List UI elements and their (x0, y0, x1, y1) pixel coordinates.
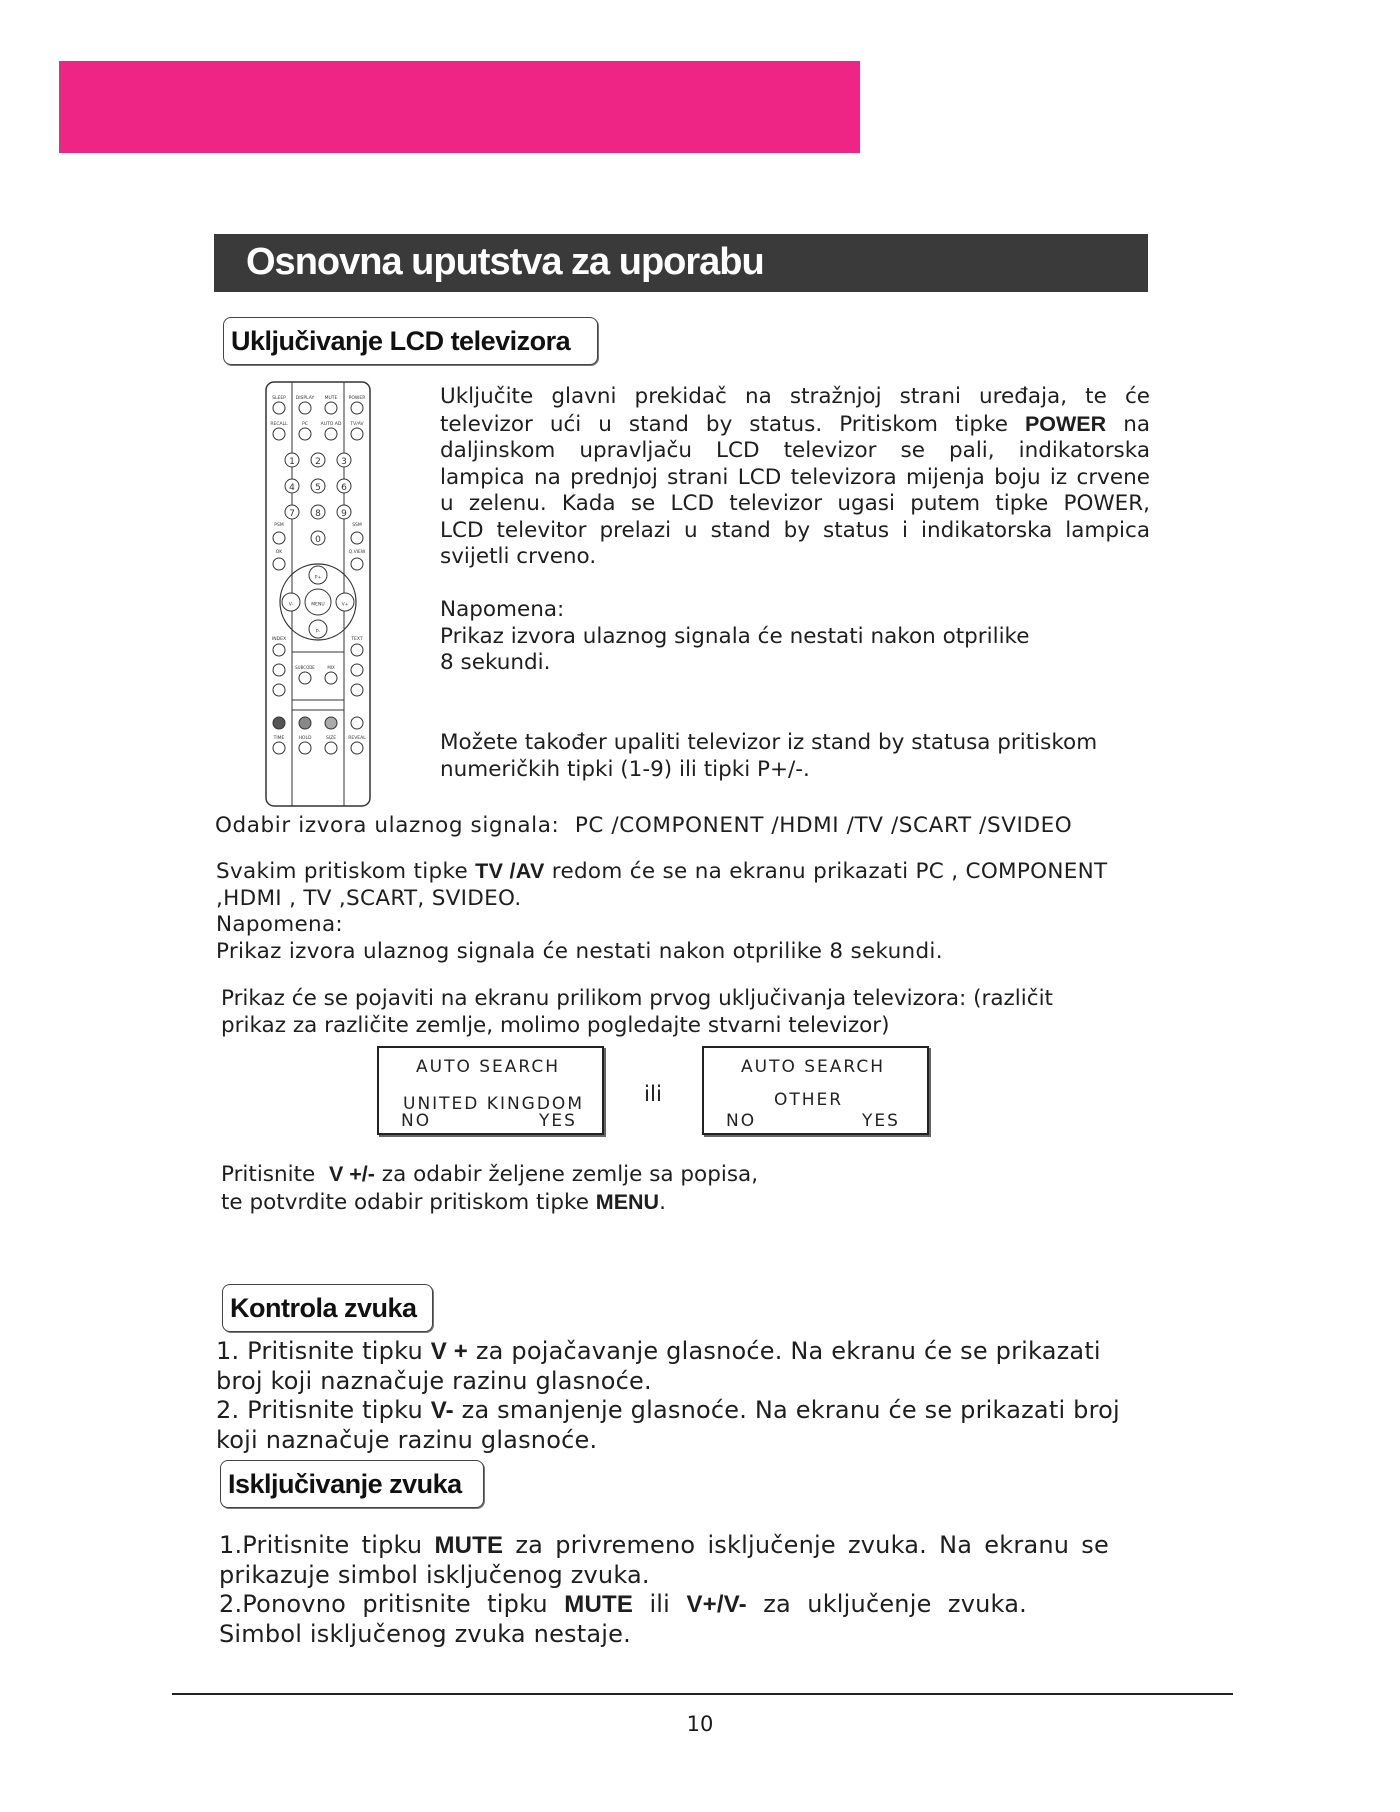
sound-line-1-b: za pojačavanje glasnoće. Na ekranu će se prikazati (475, 1337, 1101, 1365)
osd-right-yes: YES (862, 1111, 900, 1131)
tvav-note-label: Napomena: (216, 912, 343, 937)
mute-keyword: MUTE (434, 1532, 504, 1559)
tvav-paragraph (216, 858, 1216, 965)
sound-line-2: broj koji naznačuje razinu glasnoće. (216, 1366, 652, 1395)
remote-button (273, 644, 285, 656)
remote-button (299, 717, 311, 729)
remote-button (351, 644, 363, 656)
mute-paragraph (219, 1531, 1119, 1649)
remote-button (299, 742, 311, 754)
power-paragraph (440, 384, 1150, 571)
remote-button-label: MUTE (324, 396, 338, 401)
country-select-b: za odabir željene zemlje sa popisa, (381, 1162, 759, 1187)
remote-button-label: AUTO AD (320, 422, 342, 427)
remote-button-label: TV/AV (350, 422, 364, 427)
mute-line-1 (219, 1531, 1109, 1561)
remote-button-label: 5 (315, 483, 321, 493)
remote-button (325, 717, 337, 729)
remote-button (273, 684, 285, 696)
section-heading-power (223, 317, 598, 365)
power-keyword: POWER (1024, 411, 1107, 436)
remote-button (273, 532, 285, 544)
mute-line-1-a: 1.Pritisnite tipku (219, 1531, 423, 1559)
remote-button (351, 402, 363, 414)
mute-line-1-b: za privremeno isključenje zvuka. Na ekranu se (515, 1531, 1109, 1559)
power-line-5: u zelenu. Kada se LCD televizor ugasi putem tipke POWER, (440, 491, 1150, 516)
remote-button (273, 717, 285, 729)
country-select-line-1 (221, 1161, 1121, 1189)
tvav-keyword: TV /AV (475, 859, 545, 883)
power-extra (440, 730, 1150, 783)
remote-button (351, 532, 363, 544)
power-note (440, 597, 1150, 677)
sound-line-1-a: 1. Pritisnite tipku (216, 1337, 423, 1365)
mute-line-4: Simbol isključenog zvuka nestaje. (219, 1619, 631, 1648)
remote-button-label: SLEEP (272, 396, 286, 401)
section-heading-power-label: Uključivanje LCD televizora (231, 326, 571, 356)
mute-line-3-b: za uključenje zvuka. (763, 1590, 1027, 1618)
vminus-keyword: V- (430, 1397, 454, 1424)
source-select-label: Odabir izvora ulaznog signala: (215, 813, 560, 838)
power-line-2-end: na (1123, 411, 1150, 437)
remote-button-label: REVEAL (348, 736, 366, 741)
remote-button-label: SUBCODE (295, 665, 315, 670)
power-note-line-1: Prikaz izvora ulaznog signala će nestati nakon otprilike (440, 623, 1030, 649)
power-extra-line-1: Možete također upaliti televizor iz stand by statusa pritiskom (440, 730, 1098, 755)
remote-button-label: TIME (273, 736, 285, 741)
remote-dpad-label: P+ (314, 575, 322, 581)
remote-control-illustration (262, 380, 374, 810)
remote-control-svg (262, 380, 374, 810)
power-line-4: lampica na prednjoj strani LCD televizora mijenja boju iz crvene (440, 464, 1150, 490)
osd-right-country: OTHER (774, 1090, 844, 1110)
remote-button-label: POWER (348, 396, 366, 401)
remote-dpad-label: MENU (311, 602, 325, 608)
remote-button (273, 558, 285, 570)
remote-button-label: HOLD (298, 736, 312, 741)
remote-button (299, 402, 311, 414)
sound-line-4: koji naznačuje razinu glasnoće. (216, 1425, 598, 1454)
osd-right-title: AUTO SEARCH (741, 1057, 886, 1077)
remote-button (351, 742, 363, 754)
remote-button (273, 402, 285, 414)
page-number: 10 (686, 1712, 714, 1736)
remote-button (325, 428, 337, 440)
sound-line-3 (216, 1396, 1216, 1426)
remote-button-label: SIZE (325, 736, 337, 741)
remote-button-label: DISPLAY (295, 396, 315, 401)
source-select-line (215, 813, 1215, 840)
mute-line-3 (219, 1590, 1027, 1620)
osd-left-yes: YES (539, 1111, 577, 1131)
or-label: ili (644, 1082, 662, 1107)
country-select-a: Pritisnite (221, 1162, 316, 1187)
mute-line-3-a: 2.Ponovno pritisnite tipku (219, 1590, 548, 1618)
osd-left-country: UNITED KINGDOM (403, 1094, 584, 1114)
remote-button (325, 402, 337, 414)
tvav-line-1-b: redom će se na ekranu prikazati PC , COMPONENT (551, 859, 1108, 884)
remote-button (351, 717, 363, 729)
osd-right-no: NO (726, 1111, 757, 1131)
sound-line-1 (216, 1337, 1216, 1367)
remote-button-label: RECALL (270, 422, 288, 427)
remote-button-label: MIX (327, 665, 335, 670)
remote-button-label: 4 (289, 483, 295, 493)
remote-button (325, 672, 337, 684)
country-confirm-b: . (659, 1189, 666, 1215)
osd-left-title: AUTO SEARCH (416, 1057, 561, 1077)
remote-button (351, 558, 363, 570)
menu-keyword: MENU (595, 1189, 660, 1214)
mute-keyword-2: MUTE (564, 1591, 634, 1618)
osd-left-no: NO (401, 1111, 432, 1131)
power-line-2-text: televizor ući u stand by status. Pritiskom tipke (440, 411, 1008, 437)
vplusminus-keyword: V +/- (328, 1162, 375, 1186)
page-title-bar (214, 234, 1148, 292)
page-title: Osnovna uputstva za uporabu (246, 241, 764, 283)
country-select-paragraph (221, 1161, 1121, 1216)
remote-button (351, 428, 363, 440)
remote-dpad-label: P- (315, 629, 321, 635)
power-line-3: daljinskom upravljaču LCD televizor se pali, indikatorska (440, 438, 1150, 463)
remote-button (351, 684, 363, 696)
power-note-line-2: 8 sekundi. (440, 650, 551, 675)
power-line-1: Uključite glavni prekidač na stražnjoj strani uređaja, te će (440, 384, 1150, 409)
tvav-line-2: ,HDMI , TV ,SCART, SVIDEO. (216, 885, 522, 911)
power-line-7: svijetli crveno. (440, 544, 597, 569)
remote-button-label: TEXT (351, 637, 363, 642)
remote-button (273, 742, 285, 754)
footer-rule (172, 1693, 1233, 1695)
mute-line-3-mid: ili (649, 1590, 671, 1618)
remote-button-label: PSM (274, 523, 284, 528)
remote-button (351, 664, 363, 676)
power-extra-line-2: numeričkih tipki (1-9) ili tipki P+/-. (440, 756, 810, 782)
remote-button-label: Q.VIEW (348, 550, 366, 555)
section-heading-sound (222, 1284, 433, 1332)
osd-box-united-kingdom (377, 1046, 604, 1135)
remote-button-label: PC (302, 422, 308, 427)
first-start-line-1: Prikaz će se pojaviti na ekranu prilikom prvog uključivanja televizora: (različit (221, 986, 1053, 1011)
vplusvminus-keyword: V+/V- (686, 1591, 747, 1618)
header-accent-bar (59, 61, 860, 153)
remote-dpad-label: V- (288, 602, 294, 608)
tvav-note-text: Prikaz izvora ulaznog signala će nestati nakon otprilike 8 sekundi. (216, 938, 943, 964)
remote-button-label: 3 (341, 457, 347, 467)
mute-line-2: prikazuje simbol isključenog zvuka. (219, 1560, 650, 1589)
tvav-line-1 (216, 858, 1216, 886)
country-select-line-2 (221, 1189, 1121, 1217)
power-line-6: LCD televitor prelazi u stand by status i indikatorska lampica (440, 517, 1150, 543)
remote-button (325, 742, 337, 754)
remote-button (299, 428, 311, 440)
osd-box-other (702, 1046, 929, 1135)
remote-button-label: 8 (315, 509, 321, 519)
sound-line-3-a: 2. Pritisnite tipku (216, 1396, 423, 1424)
vplus-keyword: V + (430, 1338, 469, 1365)
first-start-paragraph (221, 986, 1221, 1039)
section-heading-mute-label: Isključivanje zvuka (228, 1469, 462, 1499)
remote-button (273, 428, 285, 440)
section-heading-mute (220, 1460, 484, 1508)
remote-button (299, 672, 311, 684)
power-note-label: Napomena: (440, 597, 565, 622)
remote-button-label: 2 (315, 457, 321, 467)
remote-dpad-label: V+ (341, 602, 349, 608)
sound-paragraph (216, 1337, 1216, 1455)
remote-button-label: INDEX (271, 637, 287, 642)
remote-button-label: 1 (289, 457, 295, 467)
first-start-line-2: prikaz za različite zemlje, molimo pogledajte stvarni televizor) (221, 1012, 890, 1038)
power-line-2 (440, 411, 1150, 439)
sound-line-3-b: za smanjenje glasnoće. Na ekranu će se prikazati broj (461, 1396, 1120, 1424)
remote-button-label: SSM (352, 523, 362, 528)
country-confirm-a: te potvrdite odabir pritiskom tipke (221, 1189, 589, 1215)
section-heading-sound-label: Kontrola zvuka (230, 1293, 417, 1323)
remote-button-label: 9 (341, 509, 347, 519)
remote-button-label: 7 (289, 509, 295, 519)
remote-button-label: OK (275, 550, 283, 555)
remote-button-label: 6 (341, 483, 347, 493)
tvav-line-1-a: Svakim pritiskom tipke (216, 859, 468, 884)
remote-button-label: 0 (315, 535, 321, 545)
source-select-values: PC /COMPONENT /HDMI /TV /SCART /SVIDEO (574, 813, 1073, 838)
remote-button (273, 664, 285, 676)
